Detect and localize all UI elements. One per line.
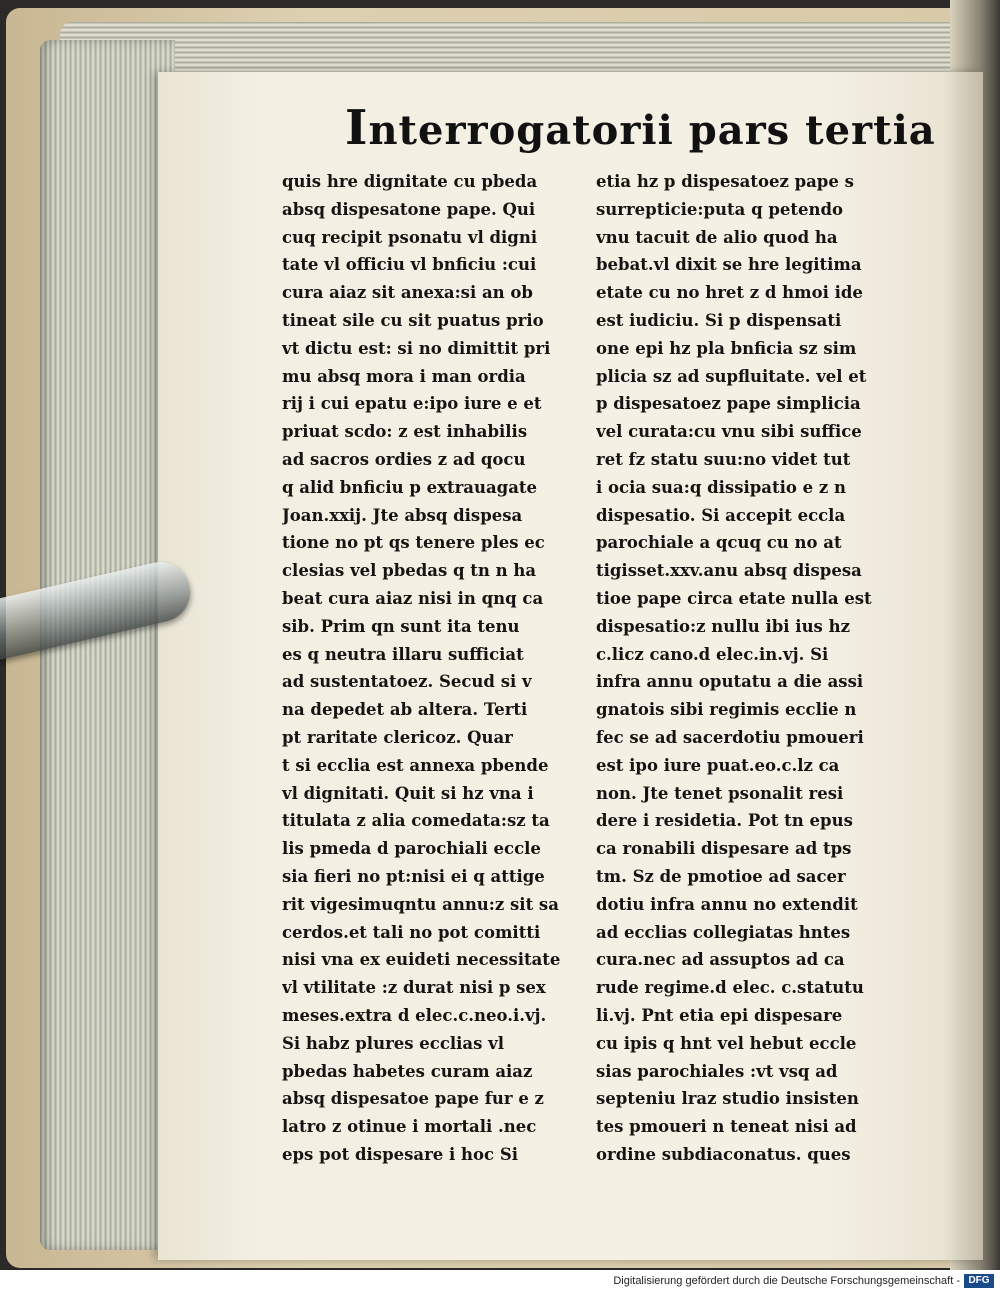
text-line: est iudiciu. Si p dispensati: [596, 310, 842, 330]
text-line: etate cu no hret z d hmoi ide: [596, 283, 863, 303]
text-line: vel curata:cu vnu sibi suffice: [596, 422, 862, 442]
text-line: tm. Sz de pmotioe ad sacer: [596, 866, 846, 886]
text-line: tes pmoueri n teneat nisi ad: [596, 1117, 857, 1137]
text-line: tate vl officiu vl bnficiu :cui: [282, 255, 537, 275]
text-line: vt dictu est: si no dimittit pri: [282, 338, 551, 358]
text-line: latro z otinue i mortali .nec: [282, 1117, 537, 1137]
running-head: Interrogatorii pars tertia: [345, 100, 936, 156]
text-line: cerdos.et tali no pot comitti: [282, 922, 541, 942]
text-line: vnu tacuit de alio quod ha: [596, 227, 838, 247]
text-line: one epi hz pla bnficia sz sim: [596, 338, 857, 358]
text-line: ret fz statu suu:no videt tut: [596, 449, 851, 469]
text-line: etia hz p dispesatoez pape s: [596, 172, 854, 191]
text-line: c.licz cano.d elec.in.vj. Si: [596, 644, 829, 664]
text-line: rude regime.d elec. c.statutu: [596, 978, 864, 998]
text-line: vl vtilitate :z durat nisi p sex: [282, 978, 546, 998]
text-line: lis pmeda d parochiali eccle: [282, 839, 541, 859]
text-line: surrepticie:puta q petendo: [596, 199, 844, 219]
text-line: cu ipis q hnt vel hebut eccle: [596, 1033, 857, 1053]
text-line: ad ecclias collegiatas hntes: [596, 922, 851, 942]
text-line: cuq recipit psonatu vl digni: [282, 227, 538, 247]
text-line: infra annu oputatu a die assi: [596, 672, 864, 692]
text-line: tione no pt qs tenere ples ec: [282, 533, 545, 553]
text-line: nisi vna ex euideti necessitate: [282, 950, 561, 970]
text-line: gnatois sibi regimis ecclie n: [596, 700, 857, 720]
text-line: tineat sile cu sit puatus prio: [282, 310, 544, 330]
text-line: bebat.vl dixit se hre legitima: [596, 255, 862, 275]
text-line: tioe pape circa etate nulla est: [596, 588, 872, 608]
text-line: ca ronabili dispesare ad tps: [596, 839, 852, 859]
text-line: absq dispesatoe pape fur e z: [282, 1089, 544, 1109]
text-line: ad sacros ordies z ad qocu: [282, 449, 526, 469]
text-line: cura aiaz sit anexa:si an ob: [282, 283, 533, 303]
text-line: Joan.xxij. Jte absq dispesa: [282, 505, 523, 525]
text-line: mu absq mora i man ordia: [282, 366, 526, 386]
text-line: ad sustentatoez. Secud si v: [282, 672, 532, 692]
text-line: i ocia sua:q dissipatio e z n: [596, 477, 846, 497]
text-line: quis hre dignitate cu pbeda: [282, 172, 538, 191]
text-line: plicia sz ad supfluitate. vel et: [596, 366, 867, 386]
text-line: rit vigesimuqntu annu:z sit sa: [282, 894, 559, 914]
text-line: li.vj. Pnt etia epi dispesare: [596, 1005, 843, 1025]
text-line: dotiu infra annu no extendit: [596, 894, 858, 914]
text-line: sia fieri no pt:nisi ei q attige: [282, 866, 545, 886]
text-line: cura.nec ad assuptos ad ca: [596, 950, 845, 970]
text-line: beat cura aiaz nisi in qnq ca: [282, 588, 544, 608]
text-line: sias parochiales :vt vsq ad: [596, 1061, 838, 1081]
footer-bar: [0, 1270, 1000, 1293]
text-line: eps pot dispesare i hoc Si: [282, 1144, 519, 1164]
text-line: t si ecclia est annexa pbende: [282, 755, 549, 775]
text-line: parochiale a qcuq cu no at: [596, 533, 842, 553]
text-line: dere i residetia. Pot tn epus: [596, 811, 853, 831]
text-line: pbedas habetes curam aiaz: [282, 1061, 533, 1081]
text-column-left: [282, 168, 582, 1169]
text-line: p dispesatoez pape simplicia: [596, 394, 861, 414]
text-line: ordine subdiaconatus. ques: [596, 1144, 851, 1164]
text-line: sib. Prim qn sunt ita tenu: [282, 616, 520, 636]
funding-credit: Digitalisierung gefördert durch die Deutsche Forschungsgemeinschaft -: [613, 1275, 960, 1287]
text-line: meses.extra d elec.c.neo.i.vj.: [282, 1005, 547, 1025]
text-line: dispesatio:z nullu ibi ius hz: [596, 616, 850, 636]
text-line: vl dignitati. Quit si hz vna i: [282, 783, 534, 803]
text-line: dispesatio. Si accepit eccla: [596, 505, 846, 525]
text-column-right: [596, 168, 896, 1169]
text-line: tigisset.xxv.anu absq dispesa: [596, 561, 862, 581]
dfg-logo: DFG: [964, 1274, 994, 1288]
text-line: est ipo iure puat.eo.c.lz ca: [596, 755, 840, 775]
text-line: titulata z alia comedata:sz ta: [282, 811, 550, 831]
text-line: priuat scdo: z est inhabilis: [282, 422, 528, 442]
text-line: non. Jte tenet psonalit resi: [596, 783, 844, 803]
text-line: absq dispesatone pape. Qui: [282, 199, 536, 219]
text-line: q alid bnficiu p extrauagate: [282, 477, 538, 497]
text-line: septeniu lraz studio insisten: [596, 1089, 859, 1109]
text-line: pt raritate clericoz. Quar: [282, 727, 513, 747]
text-line: na depedet ab altera. Terti: [282, 700, 528, 720]
text-line: es q neutra illaru sufficiat: [282, 644, 524, 664]
text-line: clesias vel pbedas q tn n ha: [282, 561, 537, 581]
text-line: Si habz plures ecclias vl: [282, 1033, 505, 1053]
text-line: rij i cui epatu e:ipo iure e et: [282, 394, 542, 414]
text-line: fec se ad sacerdotiu pmoueri: [596, 727, 864, 747]
